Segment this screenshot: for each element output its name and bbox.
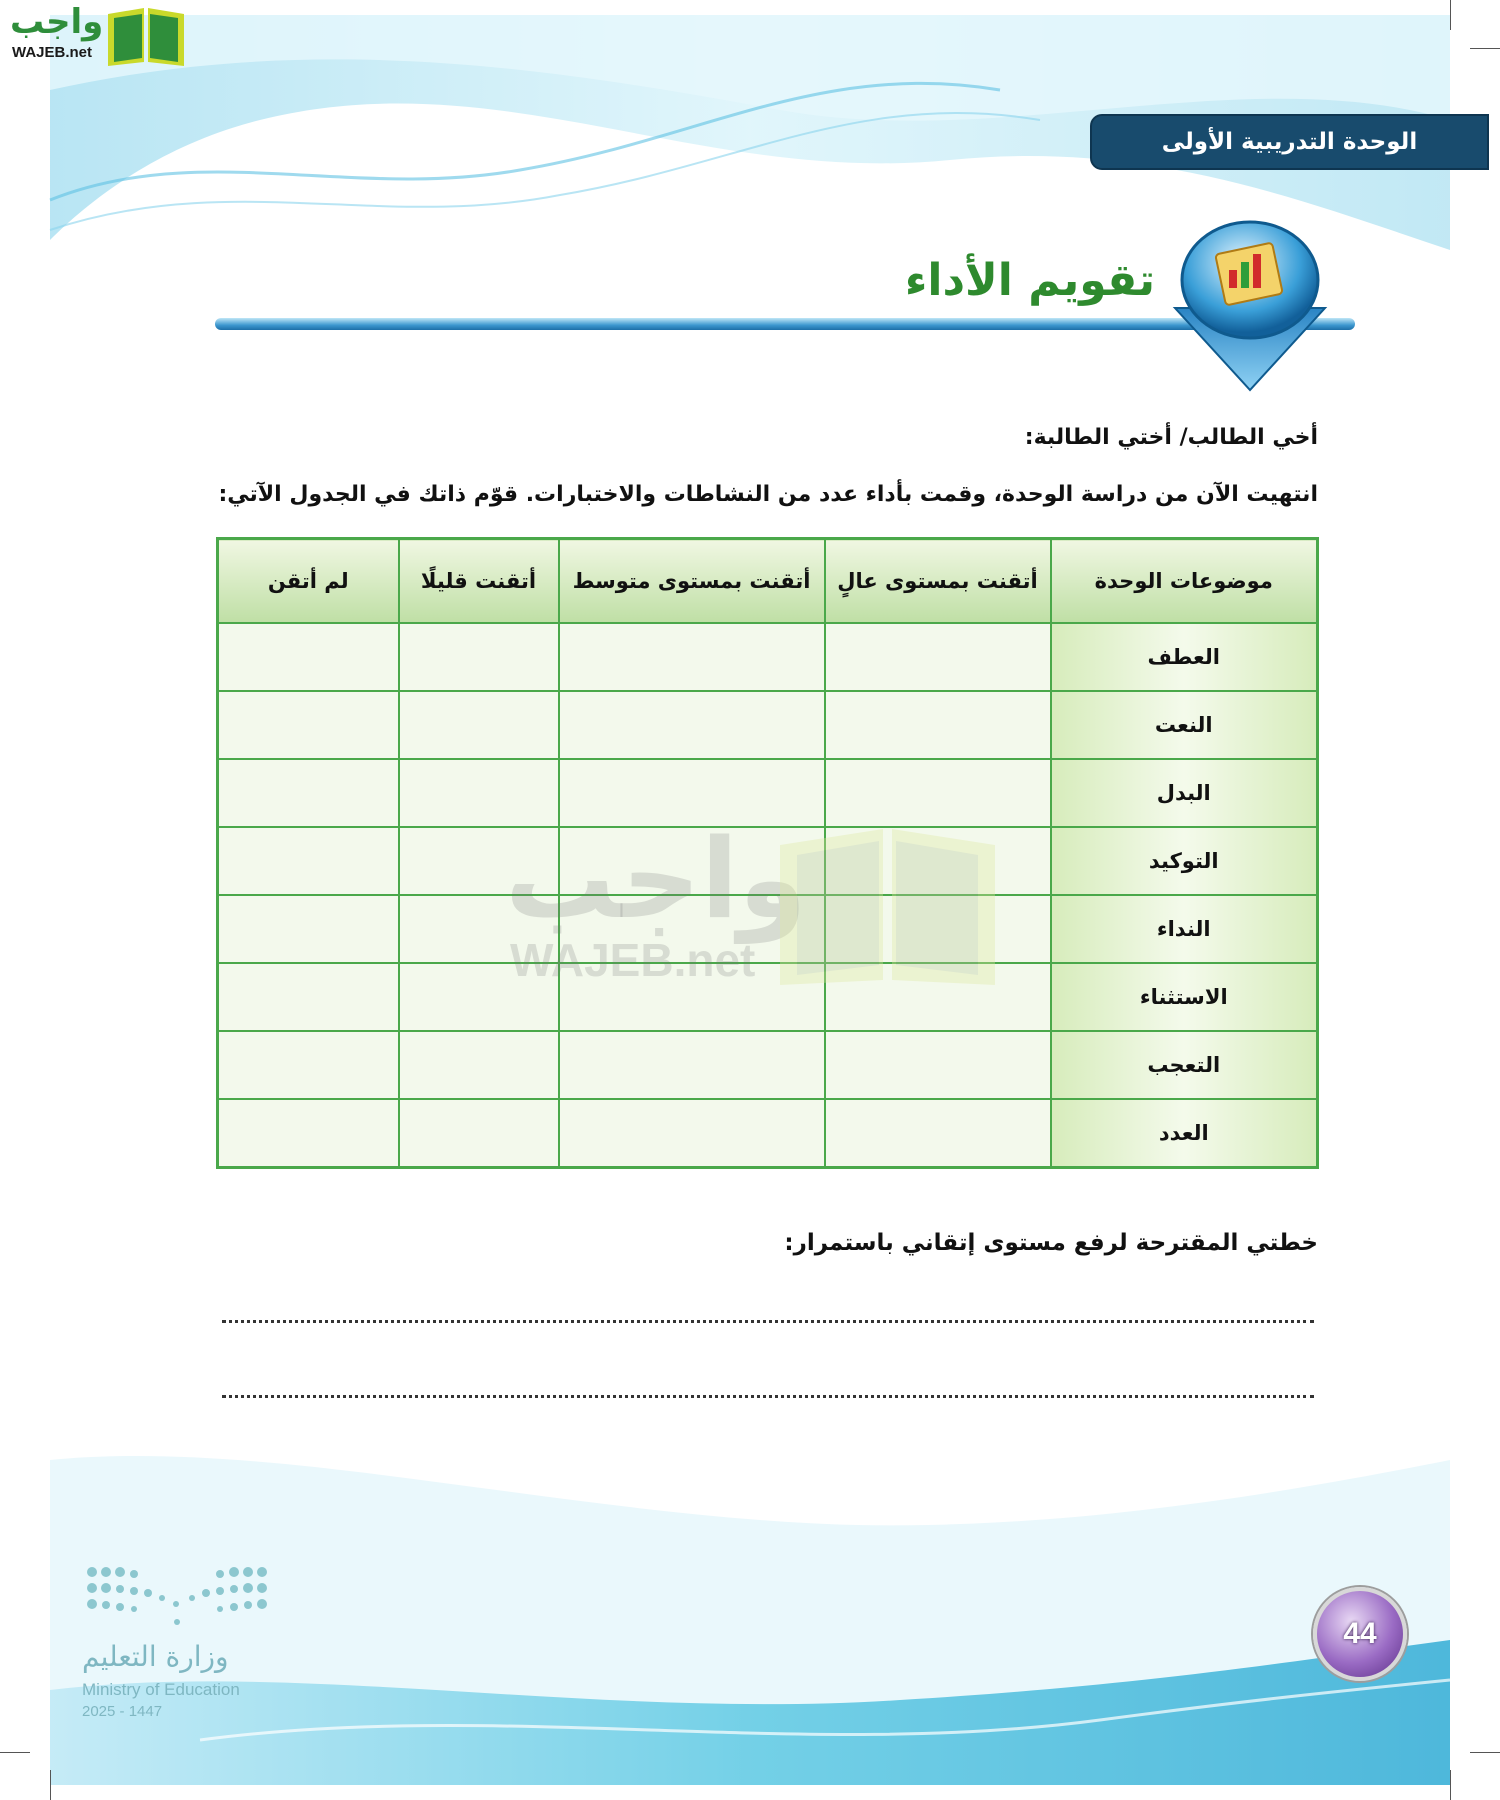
answer-line[interactable] <box>222 1320 1314 1323</box>
rating-cell-little[interactable] <box>399 691 559 759</box>
ministry-logo-icon <box>82 1562 272 1642</box>
rating-cell-little[interactable] <box>399 623 559 691</box>
rating-cell-high[interactable] <box>825 691 1051 759</box>
column-header-topics: موضوعات الوحدة <box>1051 539 1318 624</box>
table-row <box>218 691 1318 759</box>
book-icon <box>104 4 188 66</box>
crop-mark <box>1470 1752 1500 1753</box>
table-row <box>218 623 1318 691</box>
unit-label: الوحدة التدريبية الأولى <box>1161 129 1418 155</box>
rating-cell-little[interactable] <box>399 1031 559 1099</box>
topic-cell: العدد <box>1051 1099 1318 1168</box>
crop-mark <box>50 1770 51 1800</box>
rating-cell-not-mastered[interactable] <box>218 623 399 691</box>
rating-cell-not-mastered[interactable] <box>218 895 399 963</box>
section-title: تقويم الأداء <box>904 255 1155 306</box>
column-header-medium: أتقنت بمستوى متوسط <box>559 539 825 624</box>
rating-cell-medium[interactable] <box>559 691 825 759</box>
topic-cell: التوكيد <box>1051 827 1318 895</box>
rating-cell-high[interactable] <box>825 1031 1051 1099</box>
answer-line[interactable] <box>222 1395 1314 1398</box>
crop-mark <box>1450 0 1451 30</box>
rating-cell-not-mastered[interactable] <box>218 691 399 759</box>
watermark-book-icon <box>775 815 1000 985</box>
column-header-not-mastered: لم أتقن <box>218 539 399 624</box>
crop-mark <box>1470 48 1500 49</box>
rating-cell-medium[interactable] <box>559 1031 825 1099</box>
watermark-text-arabic: واجب <box>505 815 807 943</box>
crop-mark <box>0 1752 30 1753</box>
logo-text-arabic[interactable]: واجب <box>10 2 104 42</box>
page-number-badge <box>1313 1587 1407 1681</box>
topic-cell: النداء <box>1051 895 1318 963</box>
page-number: 44 <box>1343 1617 1377 1650</box>
column-header-high: أتقنت بمستوى عالٍ <box>825 539 1051 624</box>
logo-text-latin[interactable]: WAJEB.net <box>12 44 93 61</box>
rating-cell-medium[interactable] <box>559 1099 825 1168</box>
greeting-text: أخي الطالب/ أختي الطالبة: <box>1024 425 1318 450</box>
intro-text: انتهيت الآن من دراسة الوحدة، وقمت بأداء عدد من النشاطات والاختبارات. قوّم ذاتك في الجدول الآتي: <box>218 482 1318 507</box>
table-header-row <box>218 539 1318 624</box>
topic-cell: الاستثناء <box>1051 963 1318 1031</box>
column-header-little: أتقنت قليلًا <box>399 539 559 624</box>
table-row <box>218 1099 1318 1168</box>
rating-cell-not-mastered[interactable] <box>218 1031 399 1099</box>
topic-cell: التعجب <box>1051 1031 1318 1099</box>
watermark-text-latin: WAJEB.net <box>510 934 756 986</box>
table-row <box>218 963 1318 1031</box>
ministry-year: 2025 - 1447 <box>82 1703 163 1720</box>
crop-mark <box>1450 1770 1451 1800</box>
rating-cell-not-mastered[interactable] <box>218 1099 399 1168</box>
table-row <box>218 1031 1318 1099</box>
rating-cell-high[interactable] <box>825 623 1051 691</box>
topic-cell: البدل <box>1051 759 1318 827</box>
rating-cell-little[interactable] <box>399 1099 559 1168</box>
performance-chart-icon <box>1165 218 1335 393</box>
rating-cell-medium[interactable] <box>559 623 825 691</box>
rating-cell-not-mastered[interactable] <box>218 963 399 1031</box>
unit-label-banner <box>1090 114 1489 170</box>
topic-cell: النعت <box>1051 691 1318 759</box>
rating-cell-not-mastered[interactable] <box>218 759 399 827</box>
ministry-name-arabic: وزارة التعليم <box>82 1640 229 1673</box>
topic-cell: العطف <box>1051 623 1318 691</box>
plan-title: خطتي المقترحة لرفع مستوى إتقاني باستمرار: <box>784 1230 1318 1256</box>
rating-cell-not-mastered[interactable] <box>218 827 399 895</box>
ministry-name-english: Ministry of Education <box>82 1680 240 1699</box>
rating-cell-high[interactable] <box>825 1099 1051 1168</box>
